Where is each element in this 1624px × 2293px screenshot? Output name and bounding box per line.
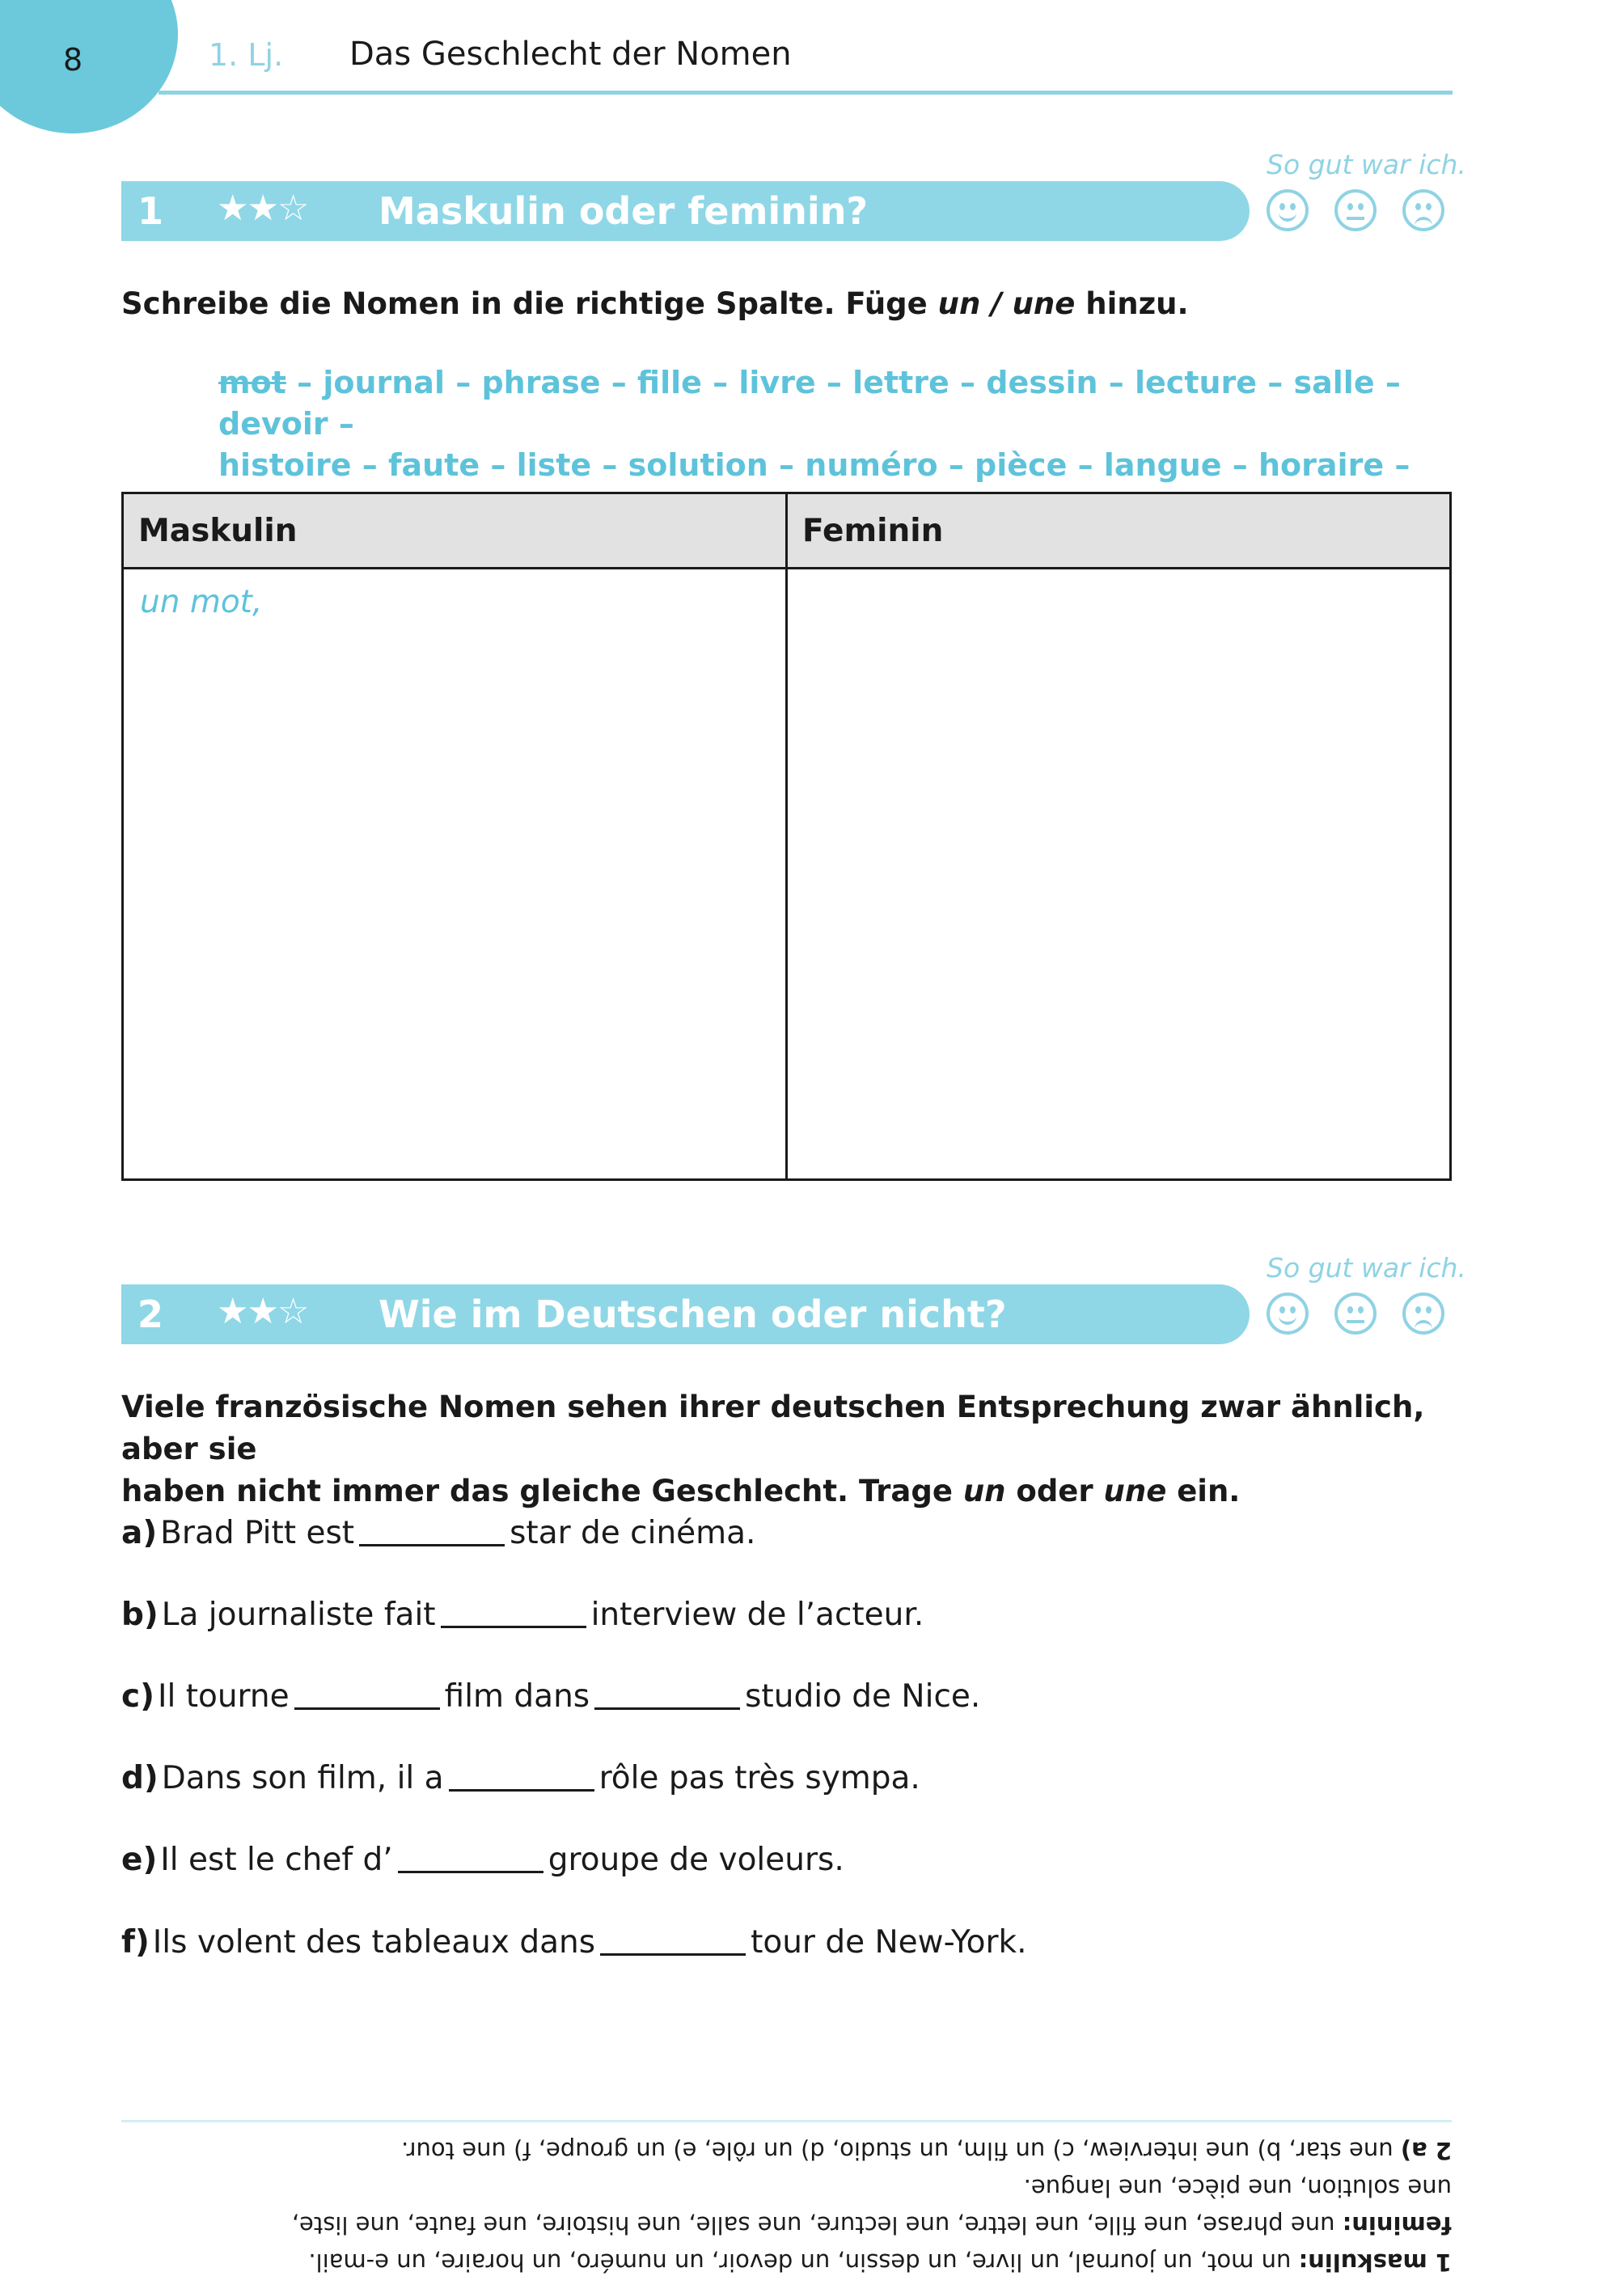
exercise-2-header <box>121 1284 1250 1344</box>
difficulty-star-icon: ★★☆ <box>217 188 308 229</box>
sorting-table <box>121 492 1452 1181</box>
exercise-item: c) Il tourne film dans studio de Nice. <box>121 1676 980 1715</box>
answer-blank[interactable] <box>600 1922 746 1956</box>
self-rating-label: So gut war ich. <box>1267 1252 1466 1284</box>
example-entry: un mot, <box>140 584 263 620</box>
exercise-2-instruction: Viele französische Nomen sehen ihrer deutschen Entsprechung zwar ähnlich, aber sie haben nicht immer das gleiche Geschlecht. Trage un oder une ein. <box>121 1390 1425 1508</box>
difficulty-star-icon: ★★☆ <box>217 1291 308 1332</box>
answer-blank[interactable] <box>441 1594 586 1628</box>
happy-face-icon[interactable] <box>1267 1292 1309 1335</box>
maskulin-answer-cell[interactable] <box>123 569 787 1180</box>
struck-example-word: mot <box>218 365 286 400</box>
exercise-item: d) Dans son film, il a rôle pas très sympa. <box>121 1758 920 1796</box>
happy-face-icon[interactable] <box>1267 189 1309 231</box>
exercise-item: f) Ils volent des tableaux dans tour de New-York. <box>121 1922 1027 1961</box>
column-header-feminin: Feminin <box>787 493 1451 569</box>
word-bank: mot – journal – phrase – fille – livre – lettre – dessin – lecture – salle – devoir – histoire – faute – liste – solution – numéro – pièce – langue – horaire – <box>218 365 1410 483</box>
answer-blank[interactable] <box>594 1676 740 1710</box>
sad-face-icon[interactable] <box>1402 1292 1444 1335</box>
exercise-item: e) Il est le chef d’ groupe de voleurs. <box>121 1839 844 1878</box>
footer-rule <box>121 2120 1452 2122</box>
answer-key-upside-down: 1 maskulin: un mot, un journal, un livre, un dessin, un devoir, un numéro, un horaire, un e-mail. feminin: une phrase, une fille, une lettre, une lecture, une salle, une histoire, une faute, une liste, une solution, une pièce, une langue. 2 a) une star, b) une interview, c) un film, un studio, d) un rôle, e) un groupe, f) une tour. <box>291 2137 1452 2276</box>
page-corner-circle <box>0 0 178 133</box>
exercise-1-header <box>121 181 1250 241</box>
exercise-number: 2 <box>137 1292 164 1336</box>
answer-blank[interactable] <box>359 1512 505 1546</box>
answer-blank[interactable] <box>449 1758 594 1792</box>
neutral-face-icon[interactable] <box>1334 189 1377 231</box>
exercise-1-instruction: Schreibe die Nomen in die richtige Spalte. Füge un / une hinzu. <box>121 286 1189 321</box>
exercise-item: b) La journaliste fait interview de l’acteur. <box>121 1594 924 1633</box>
exercise-item: a) Brad Pitt est star de cinéma. <box>121 1512 755 1551</box>
feminin-answer-cell[interactable] <box>787 569 1451 1180</box>
page-title: Das Geschlecht der Nomen <box>349 36 792 73</box>
exercise-number: 1 <box>137 189 164 233</box>
header-rule <box>159 91 1453 95</box>
exercise-title: Maskulin oder feminin? <box>379 189 869 233</box>
neutral-face-icon[interactable] <box>1334 1292 1377 1335</box>
exercise-title: Wie im Deutschen oder nicht? <box>379 1292 1007 1336</box>
self-rating-label: So gut war ich. <box>1267 149 1466 180</box>
sad-face-icon[interactable] <box>1402 189 1444 231</box>
answer-blank[interactable] <box>294 1676 440 1710</box>
column-header-maskulin: Maskulin <box>123 493 787 569</box>
chapter-label: 1. Lj. <box>209 37 284 73</box>
page-number: 8 <box>63 42 83 78</box>
answer-blank[interactable] <box>398 1839 543 1873</box>
